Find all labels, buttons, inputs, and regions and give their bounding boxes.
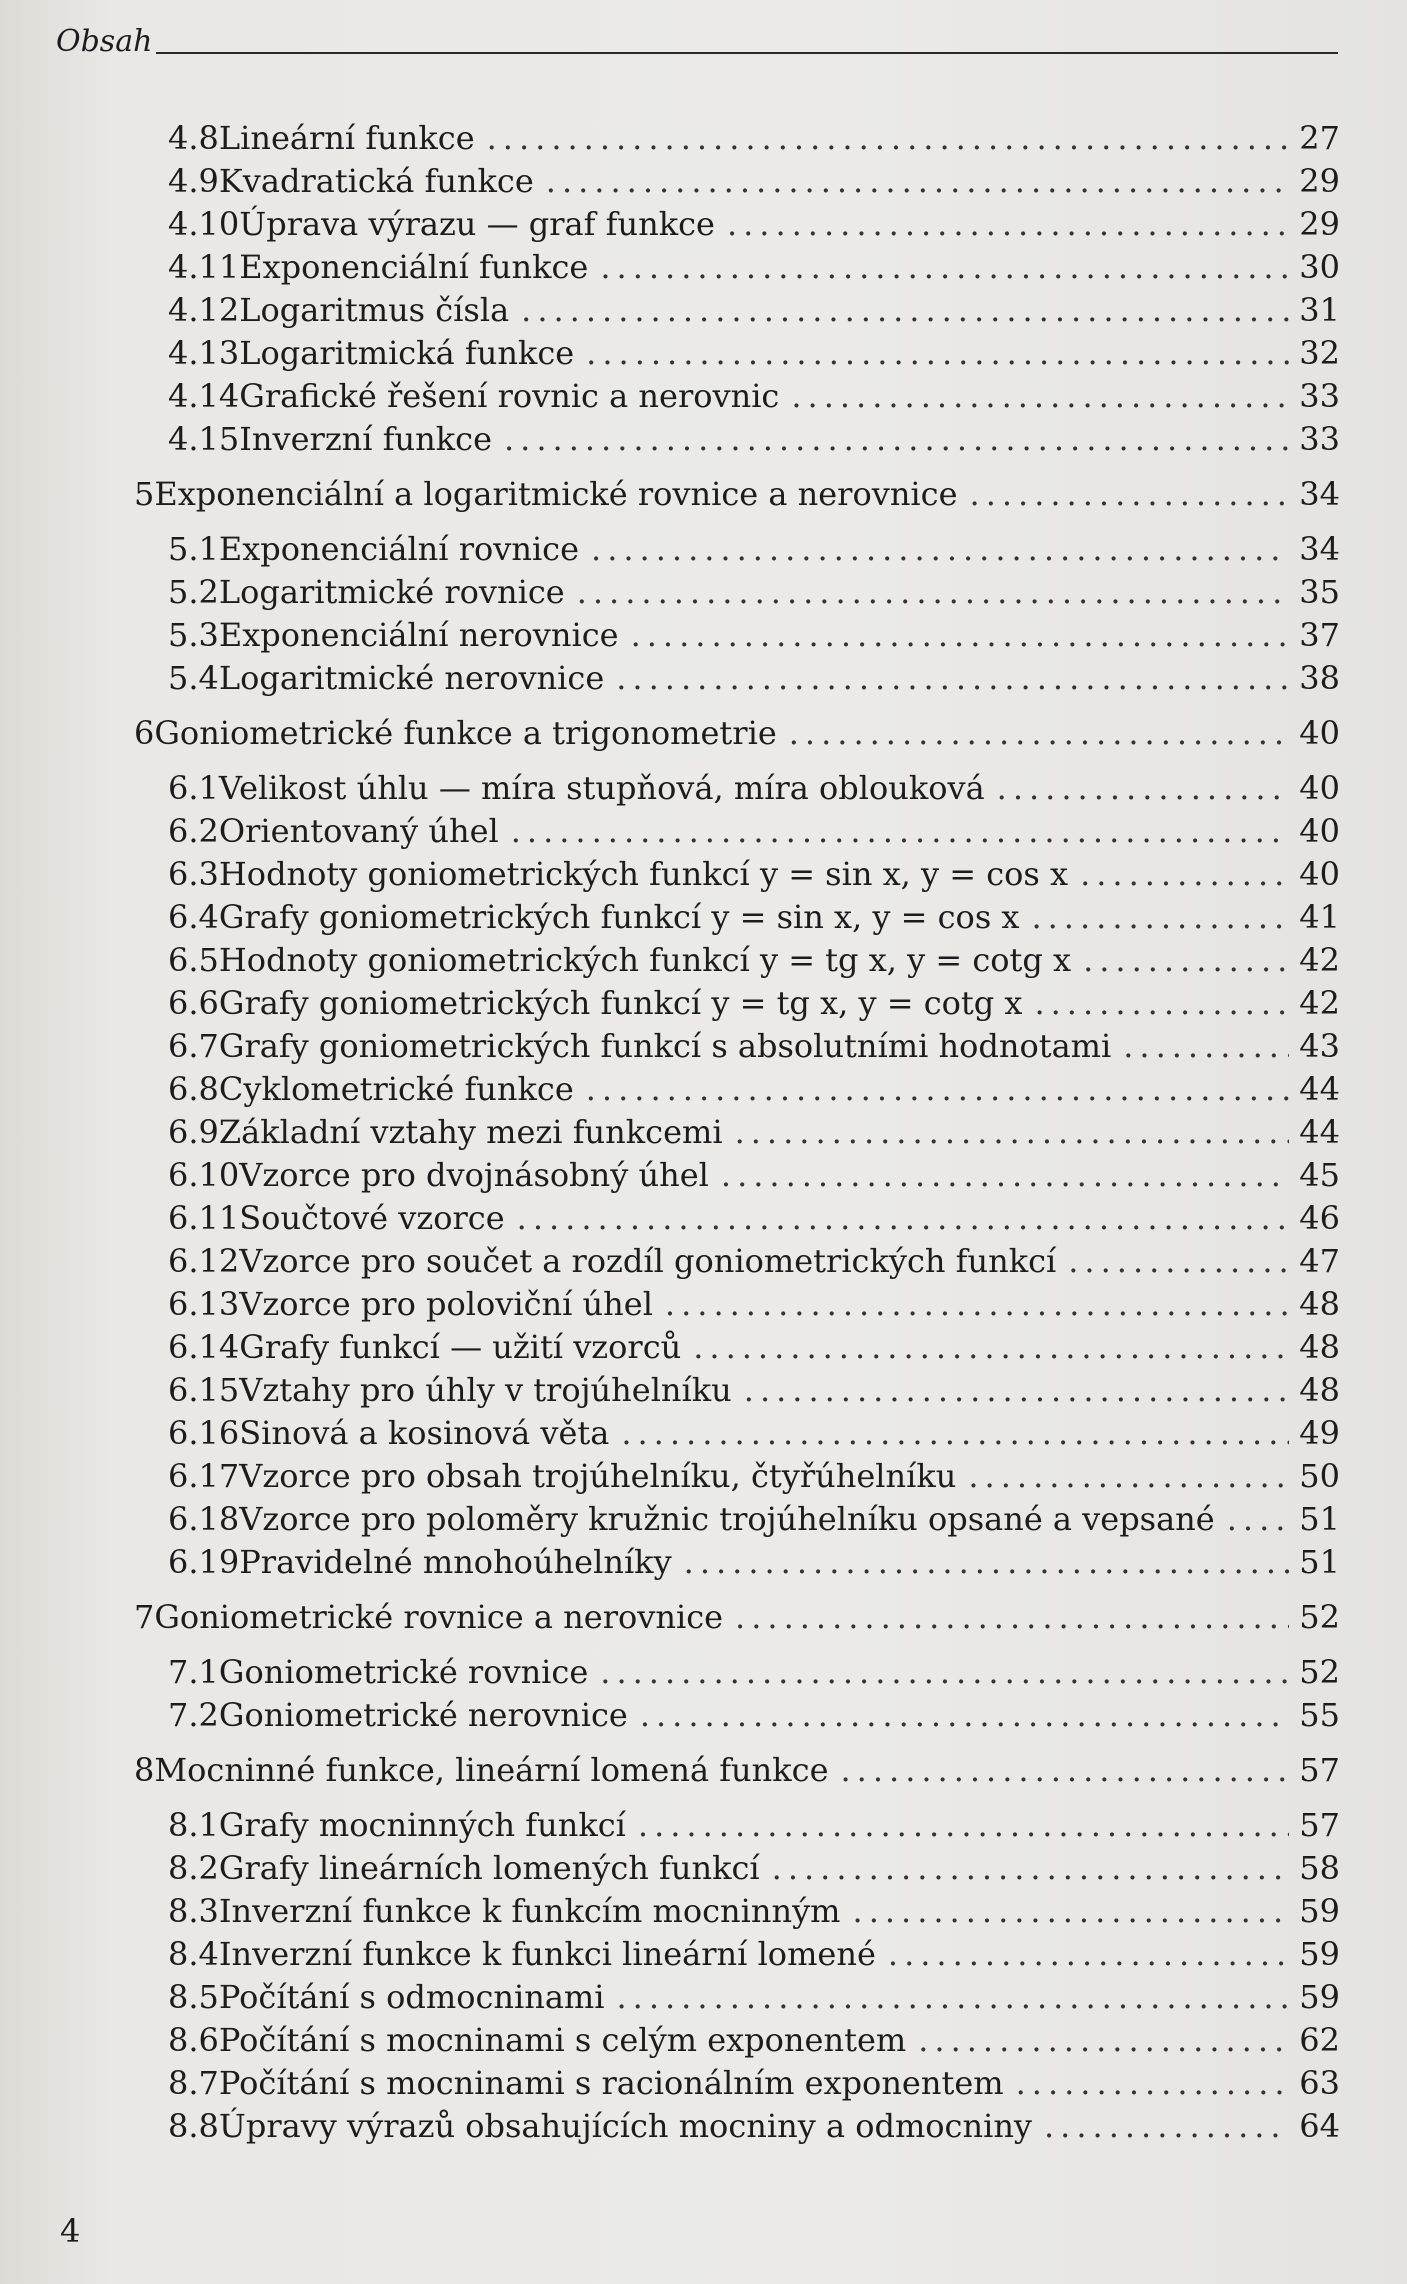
entry-number: 4.9 [168,162,219,200]
entry-page-number: 59 [1299,1978,1340,2016]
entry-page-number: 41 [1299,898,1340,936]
entry-title: Vzorce pro obsah trojúhelníku, čtyřúhelníku [239,1457,957,1495]
entry-title: Cyklometrické funkce [218,1070,574,1108]
entry-title: Logaritmické rovnice [218,573,565,611]
entry-page-number: 34 [1299,530,1340,568]
entry-page-number: 40 [1299,855,1340,893]
dot-leader [487,118,1290,158]
entry-title: Exponenciální nerovnice [218,616,619,654]
entry-number: 6.8 [168,1070,219,1108]
entry-page-number: 48 [1299,1328,1340,1366]
toc-chapter-entry [134,713,1340,753]
toc-section-entry [168,615,1340,655]
dot-leader [1227,1499,1290,1539]
toc-section-entry [168,1112,1340,1152]
toc-section-entry [168,376,1340,416]
dot-leader [591,529,1289,569]
dot-leader [511,811,1290,851]
toc-section-entry [168,1695,1340,1735]
entry-page-number: 40 [1299,769,1340,807]
toc-section-entry [168,1155,1340,1195]
entry-page-number: 64 [1299,2107,1340,2145]
entry-title: Grafy funkcí — užití vzorců [239,1328,682,1366]
dot-leader [693,1327,1289,1367]
dot-leader [853,1891,1290,1931]
entry-number: 8.2 [168,1849,219,1887]
entry-page-number: 48 [1299,1285,1340,1323]
entry-number: 6.4 [168,898,219,936]
toc-chapter-entry [134,474,1340,514]
dot-leader [841,1750,1290,1790]
dot-leader [1031,897,1289,937]
entry-page-number: 31 [1299,291,1340,329]
entry-title: Exponenciální a logaritmické rovnice a nerovnice [154,475,958,513]
toc-section-entry [168,2106,1340,2146]
toc-section-entry [168,118,1340,158]
toc-section-entry [168,204,1340,244]
entry-title: Úpravy výrazů obsahujících mocniny a odmocniny [218,2107,1032,2145]
entry-number: 5.2 [168,573,219,611]
entry-page-number: 55 [1299,1696,1340,1734]
entry-title: Mocninné funkce, lineární lomená funkce [154,1751,829,1789]
entry-page-number: 38 [1299,659,1340,697]
entry-title: Exponenciální funkce [239,248,589,286]
entry-number: 6.13 [168,1285,240,1323]
entry-number: 7.2 [168,1696,219,1734]
entry-title: Úprava výrazu — graf funkce [239,205,715,243]
dot-leader [521,290,1289,330]
entry-page-number: 59 [1299,1935,1340,1973]
toc-section-entry [168,529,1340,569]
toc-section-entry [168,1241,1340,1281]
entry-title: Vzorce pro dvojnásobný úhel [239,1156,709,1194]
entry-page-number: 57 [1299,1751,1340,1789]
entry-title: Počítání s odmocninami [218,1978,605,2016]
entry-page-number: 51 [1299,1500,1340,1538]
entry-title: Logaritmické nerovnice [218,659,605,697]
dot-leader [616,658,1289,698]
entry-number: 4.10 [168,205,240,243]
toc-section-entry [168,419,1340,459]
entry-page-number: 43 [1299,1027,1340,1065]
entry-number: 4.11 [168,248,240,286]
entry-number: 6 [134,714,155,752]
entry-page-number: 40 [1299,714,1340,752]
entry-page-number: 42 [1299,941,1340,979]
dot-leader [546,161,1290,201]
entry-number: 5.3 [168,616,219,654]
toc-section-entry [168,940,1340,980]
dot-leader [631,615,1290,655]
toc-section-entry [168,983,1340,1023]
entry-page-number: 44 [1299,1070,1340,1108]
entry-page-number: 29 [1299,162,1340,200]
toc-section-entry [168,247,1340,287]
dot-leader [577,572,1290,612]
page-number: 4 [60,2212,81,2250]
dot-leader [968,1456,1289,1496]
entry-title: Součtové vzorce [239,1199,505,1237]
toc-section-entry [168,161,1340,201]
dot-leader [789,713,1290,753]
entry-number: 6.9 [168,1113,219,1151]
entry-number: 6.5 [168,941,219,979]
entry-title: Kvadratická funkce [218,162,534,200]
entry-number: 6.14 [168,1328,240,1366]
entry-title: Grafické řešení rovnic a nerovnic [239,377,780,415]
dot-leader [1080,854,1289,894]
toc-chapter-entry [134,1597,1340,1637]
toc-section-entry [168,1891,1340,1931]
entry-page-number: 29 [1299,205,1340,243]
entry-title: Základní vztahy mezi funkcemi [218,1113,723,1151]
entry-number: 8.7 [168,2064,219,2102]
entry-number: 7 [134,1598,155,1636]
toc-section-entry [168,811,1340,851]
dot-leader [640,1695,1289,1735]
dot-leader [600,1652,1289,1692]
entry-page-number: 58 [1299,1849,1340,1887]
entry-number: 4.13 [168,334,240,372]
entry-number: 4.12 [168,291,240,329]
entry-title: Grafy goniometrických funkcí s absolutními hodnotami [218,1027,1112,1065]
toc-section-entry [168,1652,1340,1692]
entry-page-number: 37 [1299,616,1340,654]
entry-number: 8.4 [168,1935,219,1973]
toc-section-entry [168,1327,1340,1367]
entry-title: Vzorce pro poloměry kružnic trojúhelníku opsané a vepsané [239,1500,1215,1538]
entry-page-number: 46 [1299,1199,1340,1237]
entry-title: Pravidelné mnohoúhelníky [239,1543,672,1581]
toc-section-entry [168,1198,1340,1238]
entry-number: 6.1 [168,769,219,807]
toc-section-entry [168,2063,1340,2103]
dot-leader [684,1542,1290,1582]
entry-page-number: 62 [1299,2021,1340,2059]
toc-section-entry [168,333,1340,373]
entry-page-number: 52 [1299,1653,1340,1691]
entry-page-number: 52 [1299,1598,1340,1636]
entry-page-number: 59 [1299,1892,1340,1930]
entry-number: 4.14 [168,377,240,415]
entry-page-number: 50 [1299,1457,1340,1495]
entry-page-number: 45 [1299,1156,1340,1194]
dot-leader [621,1413,1289,1453]
entry-title: Inverzní funkce k funkci lineární lomené [218,1935,876,1973]
toc-section-entry [168,854,1340,894]
entry-title: Logaritmická funkce [239,334,575,372]
dot-leader [586,333,1289,373]
entry-title: Goniometrické funkce a trigonometrie [154,714,777,752]
toc-section-entry [168,1934,1340,1974]
entry-page-number: 35 [1299,573,1340,611]
entry-page-number: 51 [1299,1543,1340,1581]
entry-page-number: 40 [1299,812,1340,850]
entry-number: 5.1 [168,530,219,568]
dot-leader [638,1805,1289,1845]
entry-number: 4.15 [168,420,240,458]
entry-title: Orientovaný úhel [218,812,499,850]
entry-number: 6.6 [168,984,219,1022]
entry-title: Vztahy pro úhly v trojúhelníku [239,1371,732,1409]
dot-leader [1083,940,1289,980]
entry-number: 6.11 [168,1199,240,1237]
entry-number: 8.3 [168,1892,219,1930]
dot-leader [997,768,1290,808]
entry-number: 6.12 [168,1242,240,1280]
dot-leader [727,204,1289,244]
entry-title: Goniometrické nerovnice [218,1696,628,1734]
entry-number: 6.19 [168,1543,240,1581]
toc-section-entry [168,768,1340,808]
toc-section-entry [168,658,1340,698]
entry-number: 7.1 [168,1653,219,1691]
entry-title: Sinová a kosinová věta [239,1414,610,1452]
entry-page-number: 27 [1299,119,1340,157]
entry-title: Vzorce pro součet a rozdíl goniometrických funkcí [239,1242,1057,1280]
toc-section-entry [168,1456,1340,1496]
dot-leader [586,1069,1290,1109]
dot-leader [600,247,1289,287]
entry-page-number: 63 [1299,2064,1340,2102]
toc-section-entry [168,1026,1340,1066]
toc-section-entry [168,1370,1340,1410]
entry-page-number: 33 [1299,377,1340,415]
dot-leader [1068,1241,1289,1281]
toc-section-entry [168,1499,1340,1539]
entry-title: Počítání s mocninami s racionálním exponentem [218,2064,1004,2102]
dot-leader [721,1155,1289,1195]
dot-leader [616,1977,1289,2017]
entry-number: 6.17 [168,1457,240,1495]
entry-number: 6.18 [168,1500,240,1538]
entry-title: Inverzní funkce k funkcím mocninným [218,1892,841,1930]
dot-leader [1034,983,1289,1023]
toc-section-entry [168,1848,1340,1888]
toc-section-entry [168,1977,1340,2017]
entry-title: Exponenciální rovnice [218,530,580,568]
entry-page-number: 33 [1299,420,1340,458]
entry-page-number: 30 [1299,248,1340,286]
toc-chapter-entry [134,1750,1340,1790]
toc-section-entry [168,1284,1340,1324]
entry-number: 6.7 [168,1027,219,1065]
dot-leader [1016,2063,1290,2103]
entry-number: 6.16 [168,1414,240,1452]
entry-page-number: 42 [1299,984,1340,1022]
toc-section-entry [168,1069,1340,1109]
entry-page-number: 57 [1299,1806,1340,1844]
entry-page-number: 44 [1299,1113,1340,1151]
entry-number: 5.4 [168,659,219,697]
entry-number: 8.5 [168,1978,219,2016]
dot-leader [772,1848,1290,1888]
entry-number: 6.2 [168,812,219,850]
toc-section-entry [168,1542,1340,1582]
entry-page-number: 32 [1299,334,1340,372]
toc-section-entry [168,1805,1340,1845]
dot-leader [517,1198,1290,1238]
dot-leader [918,2020,1289,2060]
dot-leader [665,1284,1289,1324]
dot-leader [791,376,1289,416]
entry-number: 5 [134,475,155,513]
entry-title: Grafy lineárních lomených funkcí [218,1849,760,1887]
entry-page-number: 47 [1299,1242,1340,1280]
entry-number: 6.10 [168,1156,240,1194]
entry-number: 8.1 [168,1806,219,1844]
entry-title: Grafy goniometrických funkcí y = sin x, y = cos x [218,898,1020,936]
entry-page-number: 48 [1299,1371,1340,1409]
entry-number: 8.6 [168,2021,219,2059]
dot-leader [735,1597,1289,1637]
entry-number: 4.8 [168,119,219,157]
dot-leader [504,419,1289,459]
entry-page-number: 34 [1299,475,1340,513]
toc-section-entry [168,572,1340,612]
entry-title: Grafy mocninných funkcí [218,1806,626,1844]
entry-title: Hodnoty goniometrických funkcí y = sin x, y = cos x [218,855,1069,893]
dot-leader [744,1370,1290,1410]
dot-leader [888,1934,1289,1974]
dot-leader [970,474,1290,514]
entry-title: Lineární funkce [218,119,475,157]
entry-title: Vzorce pro poloviční úhel [239,1285,653,1323]
running-head-title: Obsah [56,24,153,59]
entry-title: Inverzní funkce [239,420,492,458]
toc-section-entry [168,897,1340,937]
dot-leader [735,1112,1290,1152]
dot-leader [1044,2106,1289,2146]
entry-title: Počítání s mocninami s celým exponentem [218,2021,907,2059]
toc-section-entry [168,2020,1340,2060]
entry-number: 6.3 [168,855,219,893]
dot-leader [1123,1026,1289,1066]
entry-title: Logaritmus čísla [239,291,510,329]
entry-number: 8 [134,1751,155,1789]
entry-title: Hodnoty goniometrických funkcí y = tg x, y = cotg x [218,941,1072,979]
toc-section-entry [168,290,1340,330]
entry-title: Velikost úhlu — míra stupňová, míra oblouková [218,769,985,807]
entry-number: 6.15 [168,1371,240,1409]
toc-section-entry [168,1413,1340,1453]
entry-page-number: 49 [1299,1414,1340,1452]
entry-number: 8.8 [168,2107,219,2145]
entry-title: Goniometrické rovnice a nerovnice [154,1598,724,1636]
entry-title: Goniometrické rovnice [218,1653,589,1691]
entry-title: Grafy goniometrických funkcí y = tg x, y = cotg x [218,984,1023,1022]
